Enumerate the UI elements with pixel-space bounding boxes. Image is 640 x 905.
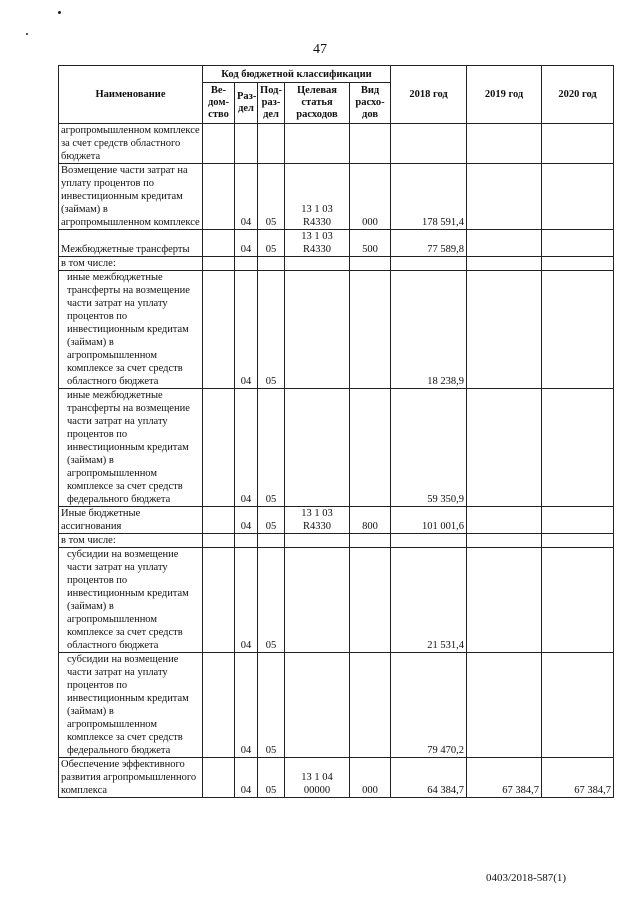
vedomstvo-cell: [203, 164, 235, 230]
vid-cell: [350, 271, 391, 389]
podrazdel-cell: 05: [258, 507, 285, 534]
amount-2018-cell: 178 591,4: [391, 164, 467, 230]
header-2020: 2020 год: [542, 66, 614, 124]
podrazdel-cell: 05: [258, 230, 285, 257]
header-classification: Код бюджетной классификации: [203, 66, 391, 83]
amount-2018-cell: [391, 534, 467, 548]
amount-2019-cell: [467, 653, 542, 758]
table-row: [59, 389, 614, 507]
amount-2020-cell: 67 384,7: [542, 758, 614, 798]
vedomstvo-cell: [203, 758, 235, 798]
budget-table: [58, 65, 614, 798]
row-name-cell: в том числе:: [59, 534, 203, 548]
podrazdel-cell: [258, 124, 285, 164]
table-row: [59, 257, 614, 271]
vedomstvo-cell: [203, 507, 235, 534]
vedomstvo-cell: [203, 534, 235, 548]
table-row: [59, 534, 614, 548]
razdel-cell: [235, 257, 258, 271]
amount-2020-cell: [542, 230, 614, 257]
razdel-cell: 04: [235, 758, 258, 798]
podrazdel-cell: 05: [258, 271, 285, 389]
vid-cell: 000: [350, 164, 391, 230]
vid-cell: [350, 124, 391, 164]
amount-2019-cell: 67 384,7: [467, 758, 542, 798]
amount-2019-cell: [467, 534, 542, 548]
amount-2019-cell: [467, 507, 542, 534]
target-cell: [285, 653, 350, 758]
vedomstvo-cell: [203, 389, 235, 507]
header-target: Целевая статья расходов: [285, 83, 350, 124]
row-name-cell: субсидии на возмещение части затрат на уплату процентов по инвестиционным кредитам (займам) в агропромышленном комплексе за счет средств областного бюджета: [59, 548, 203, 653]
header-podrazdel: Под-раз-дел: [258, 83, 285, 124]
vedomstvo-cell: [203, 271, 235, 389]
vedomstvo-cell: [203, 548, 235, 653]
amount-2019-cell: [467, 164, 542, 230]
vid-cell: [350, 548, 391, 653]
table-row: [59, 271, 614, 389]
target-cell: [285, 271, 350, 389]
table-row: [59, 164, 614, 230]
podrazdel-cell: [258, 257, 285, 271]
podrazdel-cell: [258, 534, 285, 548]
target-cell: [285, 257, 350, 271]
target-cell: [285, 124, 350, 164]
amount-2020-cell: [542, 534, 614, 548]
target-cell: [285, 548, 350, 653]
amount-2018-cell: 64 384,7: [391, 758, 467, 798]
vid-cell: 800: [350, 507, 391, 534]
target-cell: 13 1 03 R4330: [285, 164, 350, 230]
razdel-cell: 04: [235, 653, 258, 758]
amount-2018-cell: 101 001,6: [391, 507, 467, 534]
vid-cell: 500: [350, 230, 391, 257]
amount-2018-cell: 77 589,8: [391, 230, 467, 257]
amount-2018-cell: 21 531,4: [391, 548, 467, 653]
vid-cell: [350, 534, 391, 548]
scan-dot: [58, 11, 61, 14]
vid-cell: [350, 653, 391, 758]
amount-2020-cell: [542, 164, 614, 230]
vedomstvo-cell: [203, 257, 235, 271]
razdel-cell: [235, 124, 258, 164]
target-cell: 13 1 04 00000: [285, 758, 350, 798]
table-row: [59, 507, 614, 534]
podrazdel-cell: 05: [258, 548, 285, 653]
amount-2019-cell: [467, 257, 542, 271]
row-name-cell: Межбюджетные трансферты: [59, 230, 203, 257]
amount-2018-cell: [391, 257, 467, 271]
target-cell: 13 1 03 R4330: [285, 230, 350, 257]
row-name-cell: агропромышленном комплексе за счет средств областного бюджета: [59, 124, 203, 164]
table-row: [59, 230, 614, 257]
amount-2020-cell: [542, 257, 614, 271]
header-name: Наименование: [59, 66, 203, 124]
amount-2020-cell: [542, 548, 614, 653]
razdel-cell: 04: [235, 389, 258, 507]
header-vid: Вид расхо-дов: [350, 83, 391, 124]
header-razdel: Раз-дел: [235, 83, 258, 124]
razdel-cell: 04: [235, 271, 258, 389]
table-row: [59, 653, 614, 758]
razdel-cell: [235, 534, 258, 548]
amount-2019-cell: [467, 389, 542, 507]
row-name-cell: субсидии на возмещение части затрат на уплату процентов по инвестиционным кредитам (займам) в агропромышленном комплексе за счет средств федерального бюджета: [59, 653, 203, 758]
vid-cell: [350, 257, 391, 271]
razdel-cell: 04: [235, 164, 258, 230]
podrazdel-cell: 05: [258, 164, 285, 230]
vedomstvo-cell: [203, 124, 235, 164]
target-cell: 13 1 03 R4330: [285, 507, 350, 534]
amount-2018-cell: 18 238,9: [391, 271, 467, 389]
header-vedomstvo: Ве-дом-ство: [203, 83, 235, 124]
amount-2019-cell: [467, 124, 542, 164]
row-name-cell: иные межбюджетные трансферты на возмещение части затрат на уплату процентов по инвестиционным кредитам (займам) в агропромышленном комплексе за счет средств федерального бюджета: [59, 389, 203, 507]
row-name-cell: Обеспечение эффективного развития агропромышленного комплекса: [59, 758, 203, 798]
table-body: [59, 124, 614, 798]
table-row: [59, 758, 614, 798]
target-cell: [285, 389, 350, 507]
row-name-cell: Иные бюджетные ассигнования: [59, 507, 203, 534]
vedomstvo-cell: [203, 653, 235, 758]
amount-2019-cell: [467, 548, 542, 653]
vid-cell: [350, 389, 391, 507]
vedomstvo-cell: [203, 230, 235, 257]
page-number: 47: [313, 42, 327, 57]
amount-2020-cell: [542, 124, 614, 164]
vid-cell: 000: [350, 758, 391, 798]
amount-2018-cell: [391, 124, 467, 164]
scan-dot: [26, 33, 28, 35]
razdel-cell: 04: [235, 507, 258, 534]
amount-2020-cell: [542, 389, 614, 507]
amount-2020-cell: [542, 653, 614, 758]
podrazdel-cell: 05: [258, 653, 285, 758]
table-row: [59, 124, 614, 164]
row-name-cell: Возмещение части затрат на уплату процентов по инвестиционным кредитам (займам) в агропромышленном комплексе: [59, 164, 203, 230]
amount-2018-cell: 79 470,2: [391, 653, 467, 758]
target-cell: [285, 534, 350, 548]
amount-2019-cell: [467, 271, 542, 389]
razdel-cell: 04: [235, 548, 258, 653]
row-name-cell: в том числе:: [59, 257, 203, 271]
header-2019: 2019 год: [467, 66, 542, 124]
table-row: [59, 548, 614, 653]
podrazdel-cell: 05: [258, 389, 285, 507]
podrazdel-cell: 05: [258, 758, 285, 798]
header-2018: 2018 год: [391, 66, 467, 124]
razdel-cell: 04: [235, 230, 258, 257]
document-code: 0403/2018-587(1): [486, 872, 567, 884]
amount-2018-cell: 59 350,9: [391, 389, 467, 507]
row-name-cell: иные межбюджетные трансферты на возмещение части затрат на уплату процентов по инвестиционным кредитам (займам) в агропромышленном комплексе за счет средств областного бюджета: [59, 271, 203, 389]
amount-2020-cell: [542, 271, 614, 389]
amount-2020-cell: [542, 507, 614, 534]
amount-2019-cell: [467, 230, 542, 257]
